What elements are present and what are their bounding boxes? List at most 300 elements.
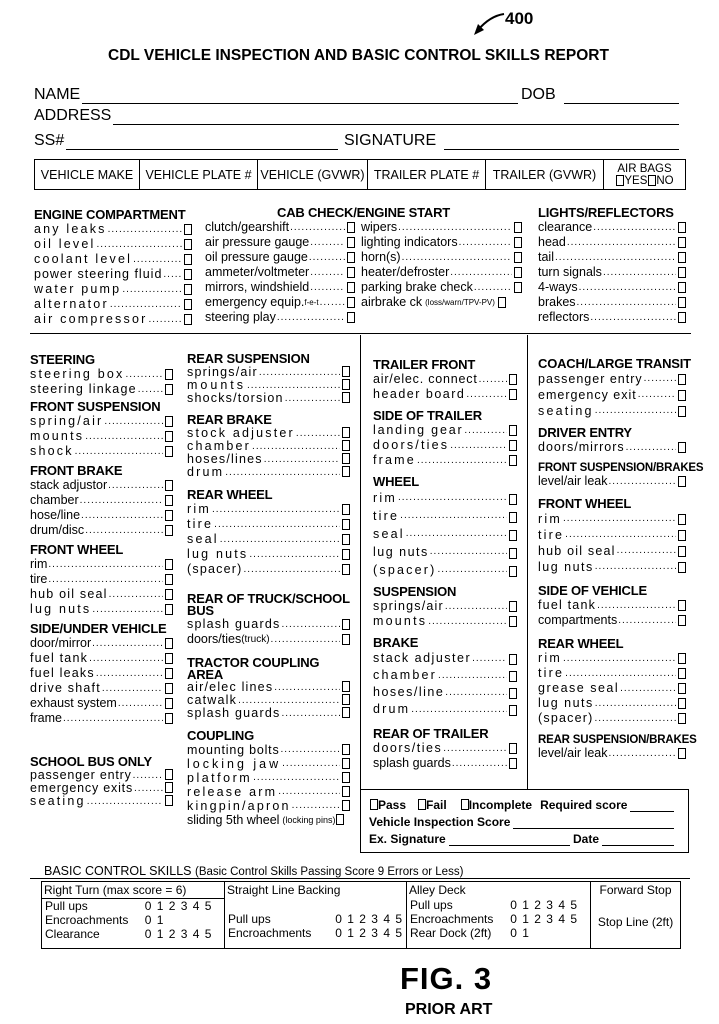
reference-arrow-icon xyxy=(470,8,510,38)
column-d xyxy=(538,356,704,761)
ex-signature-label: Ex. Signature xyxy=(369,832,446,846)
date-field[interactable] xyxy=(602,833,674,846)
checklist-item: clearance ..... xyxy=(538,220,686,235)
checkbox[interactable] xyxy=(678,267,686,278)
checklist-item: frame ..... xyxy=(373,453,517,468)
checkbox[interactable] xyxy=(342,427,350,438)
checkbox[interactable] xyxy=(342,440,350,451)
checkbox[interactable] xyxy=(678,562,686,573)
checklist-item: air/elec. connect ..... xyxy=(373,372,517,387)
checklist-item: level/air leak ..... xyxy=(538,746,686,761)
checklist-item: hub oil seal ..... xyxy=(30,587,173,602)
checklist-item: air/elec lines ..... xyxy=(187,681,350,694)
right-turn-header: Right Turn (max score = 6) xyxy=(42,882,224,899)
checklist-item: rim ..... xyxy=(373,489,517,507)
checklist-item: splash guards ..... xyxy=(373,756,517,771)
forward-stop-header: Forward Stop xyxy=(599,883,672,897)
checkbox[interactable] xyxy=(342,549,350,560)
column-divider xyxy=(527,335,528,790)
checkbox[interactable] xyxy=(509,671,517,682)
checkbox[interactable] xyxy=(165,525,173,536)
score-scale[interactable]: 0 1 2 3 4 5 xyxy=(510,898,578,912)
checklist-item: tire ..... xyxy=(373,507,517,525)
checklist-item: chamber ..... xyxy=(373,667,517,684)
checkbox[interactable] xyxy=(342,619,350,630)
checkbox[interactable] xyxy=(165,782,173,793)
checkbox[interactable] xyxy=(184,299,192,310)
checkbox[interactable] xyxy=(347,297,355,308)
section-header: STEERING xyxy=(30,352,95,367)
section-header: SUSPENSION xyxy=(373,584,457,599)
checklist-item: steering linkage ..... xyxy=(30,382,173,397)
bcs-title: BASIC CONTROL SKILLS xyxy=(44,864,192,878)
section-header-cont: BUS xyxy=(187,603,214,618)
checklist-item: chamber ..... xyxy=(30,493,173,508)
checklist-item: mounts ..... xyxy=(30,429,173,444)
checkbox[interactable] xyxy=(184,239,192,250)
air-bags-options xyxy=(615,175,673,187)
checkbox[interactable] xyxy=(678,668,686,679)
column-c xyxy=(373,357,517,771)
engine-header: ENGINE COMPARTMENT xyxy=(34,207,186,222)
air-bags-no-checkbox[interactable] xyxy=(648,175,656,186)
checkbox[interactable] xyxy=(165,431,173,442)
checkbox[interactable] xyxy=(347,237,355,248)
checkbox[interactable] xyxy=(509,440,517,451)
lights-header: LIGHTS/REFLECTORS xyxy=(538,205,674,220)
checkbox[interactable] xyxy=(165,510,173,521)
section-header-cont: AREA xyxy=(187,667,224,682)
checkbox[interactable] xyxy=(347,282,355,293)
section-header: TRACTOR COUPLING xyxy=(187,655,320,670)
checkbox[interactable] xyxy=(678,406,686,417)
checklist-item: (spacer) ..... xyxy=(538,711,686,726)
score-scale[interactable]: 0 1 xyxy=(510,926,530,940)
checklist-item: airbrake ck (loss/warn/TPV-PV) xyxy=(361,295,522,310)
checklist-item: springs/air ..... xyxy=(187,366,350,379)
checkbox[interactable] xyxy=(165,713,173,724)
incomplete-label: Incomplete xyxy=(468,798,533,812)
checklist-item: mirrors, windshield ..... xyxy=(205,280,355,295)
checklist-item: ammeter/voltmeter ..... xyxy=(205,265,355,280)
checklist-item: door/mirror ..... xyxy=(30,636,173,651)
checkbox[interactable] xyxy=(678,600,686,611)
checklist-item: splash guards ..... xyxy=(187,617,350,632)
checkbox[interactable] xyxy=(165,589,173,600)
checkbox[interactable] xyxy=(342,800,350,811)
engine-list xyxy=(34,222,192,327)
forward-stop-cell xyxy=(591,882,680,948)
checklist-item: passenger entry ..... xyxy=(538,371,686,387)
checkbox[interactable] xyxy=(165,416,173,427)
checkbox[interactable] xyxy=(678,748,686,759)
section-header: REAR SUSPENSION xyxy=(187,351,310,366)
score-scale[interactable]: 0 1 2 3 4 5 xyxy=(144,899,213,913)
checklist-item: landing gear ..... xyxy=(373,423,517,438)
alley-deck-cell xyxy=(407,882,591,948)
checkbox[interactable] xyxy=(514,252,522,263)
checkbox[interactable] xyxy=(678,530,686,541)
signature-field[interactable] xyxy=(344,132,679,150)
bcs-table xyxy=(41,881,681,949)
right-turn-rows xyxy=(42,899,224,941)
section-header: COACH/LARGE TRANSIT xyxy=(538,356,691,371)
trailer-gvwr-cell[interactable]: TRAILER (GVWR) xyxy=(486,160,604,189)
checkbox[interactable] xyxy=(347,267,355,278)
checklist-item: doors/ties ..... xyxy=(373,741,517,756)
checklist-item: fuel tank ..... xyxy=(538,598,686,613)
checkbox[interactable] xyxy=(165,480,173,491)
checklist-item: seal ..... xyxy=(187,532,350,547)
section-header: SIDE OF TRAILER xyxy=(373,408,482,423)
column-a xyxy=(30,352,173,808)
checkbox[interactable] xyxy=(509,494,517,505)
checklist-item: any leaks ..... xyxy=(34,222,192,237)
checklist-item: shocks/torsion ..... xyxy=(187,392,350,405)
section-header: SIDE/UNDER VEHICLE xyxy=(30,621,167,636)
checkbox[interactable] xyxy=(514,222,522,233)
checkbox[interactable] xyxy=(509,705,517,716)
checkbox[interactable] xyxy=(184,284,192,295)
dob-label: DOB xyxy=(521,86,556,103)
checkbox[interactable] xyxy=(342,707,350,718)
checklist-item: stack adjustor ..... xyxy=(30,478,173,493)
checklist-item: steering box ..... xyxy=(30,367,173,382)
checklist-item: passenger entry ..... xyxy=(30,769,173,782)
checklist-item: exhaust system ..... xyxy=(30,696,173,711)
checklist-item: rim ..... xyxy=(187,502,350,517)
figure-caption: PRIOR ART xyxy=(405,1001,493,1018)
checkbox[interactable] xyxy=(678,237,686,248)
checklist-item: turn signals ..... xyxy=(538,265,686,280)
checkbox[interactable] xyxy=(509,601,517,612)
score-scale[interactable]: 0 1 xyxy=(144,913,165,927)
checklist-item: seating ..... xyxy=(538,403,686,419)
score-scale[interactable]: 0 1 2 3 4 5 xyxy=(335,912,403,926)
checklist-item: (spacer) ..... xyxy=(187,562,350,577)
checklist-item: rim ..... xyxy=(538,511,686,527)
vehicle-gvwr-cell[interactable]: VEHICLE (GVWR) xyxy=(258,160,368,189)
checkbox[interactable] xyxy=(342,504,350,515)
name-field[interactable] xyxy=(34,86,518,104)
checklist-item: locking jaw ..... xyxy=(187,757,350,771)
checklist-item: doors/ties ..... xyxy=(373,438,517,453)
checklist-item: lug nuts ..... xyxy=(373,543,517,561)
air-bags-yes-label: YES xyxy=(624,174,648,187)
section-header: DRIVER ENTRY xyxy=(538,425,632,440)
score-row: Pull ups 0 1 2 3 4 5 xyxy=(407,898,590,912)
checklist-item: brakes ..... xyxy=(538,295,686,310)
checklist-item: clutch/gearshift ..... xyxy=(205,220,355,235)
checklist-item: shock ..... xyxy=(30,444,173,459)
air-bags-no-label: NO xyxy=(656,174,674,187)
checklist-item: emergency exits ..... xyxy=(30,782,173,795)
checkbox[interactable] xyxy=(509,374,517,385)
checkbox[interactable] xyxy=(342,634,350,645)
score-scale[interactable]: 0 1 2 3 4 5 xyxy=(144,927,213,941)
checklist-item: tire ..... xyxy=(538,527,686,543)
straight-line-rows xyxy=(225,912,406,940)
checklist-item: air pressure gauge ..... xyxy=(205,235,355,250)
section-header: REAR WHEEL xyxy=(187,487,273,502)
trailer-plate-cell[interactable]: TRAILER PLATE # xyxy=(368,160,486,189)
checkbox[interactable] xyxy=(184,224,192,235)
checkbox[interactable] xyxy=(342,694,350,705)
stop-line-label[interactable]: Stop Line (2ft) xyxy=(597,915,674,929)
vehicle-plate-cell[interactable]: VEHICLE PLATE # xyxy=(140,160,258,189)
checkbox[interactable] xyxy=(342,392,350,403)
checkbox[interactable] xyxy=(342,366,350,377)
checkbox[interactable] xyxy=(509,425,517,436)
checklist-item: stack adjuster ..... xyxy=(373,650,517,667)
checkbox[interactable] xyxy=(509,743,517,754)
vehicle-info-box xyxy=(34,159,686,190)
checkbox[interactable] xyxy=(347,252,355,263)
checkbox[interactable] xyxy=(678,442,686,453)
checkbox[interactable] xyxy=(678,683,686,694)
checklist-item: rim ..... xyxy=(538,651,686,666)
checklist-item: alternator ..... xyxy=(34,297,192,312)
section-header: SCHOOL BUS ONLY xyxy=(30,754,152,769)
checklist-item: mounts ..... xyxy=(373,614,517,629)
checkbox[interactable] xyxy=(342,772,350,783)
checkbox[interactable] xyxy=(165,446,173,457)
checkbox[interactable] xyxy=(514,282,522,293)
checklist-item: splash guards ..... xyxy=(187,707,350,720)
checklist-item: lug nuts ..... xyxy=(538,696,686,711)
checkbox[interactable] xyxy=(678,546,686,557)
address-label: ADDRESS xyxy=(34,107,112,124)
checkbox[interactable] xyxy=(678,222,686,233)
checklist-item: lug nuts ..... xyxy=(30,602,173,617)
cab-header: CAB CHECK/ENGINE START xyxy=(277,205,451,220)
checkbox[interactable] xyxy=(342,758,350,769)
date-label: Date xyxy=(572,832,599,846)
checkbox[interactable] xyxy=(509,654,517,665)
checkbox[interactable] xyxy=(509,389,517,400)
incomplete-checkbox[interactable] xyxy=(461,799,469,810)
checkbox[interactable] xyxy=(165,698,173,709)
checklist-item: drum/disc ..... xyxy=(30,523,173,538)
checklist-item: parking brake check ..... xyxy=(361,280,522,295)
required-score-field[interactable] xyxy=(630,799,674,812)
checklist-item: grease seal ..... xyxy=(538,681,686,696)
checklist-item: frame ..... xyxy=(30,711,173,726)
checklist-item: stock adjuster ..... xyxy=(187,427,350,440)
checklist-item: oil pressure gauge ..... xyxy=(205,250,355,265)
checkbox[interactable] xyxy=(509,688,517,699)
checklist-item: header board ..... xyxy=(373,387,517,402)
checkbox[interactable] xyxy=(678,514,686,525)
section-header: BRAKE xyxy=(373,635,419,650)
checklist-item: fuel leaks ..... xyxy=(30,666,173,681)
checkbox[interactable] xyxy=(678,653,686,664)
ex-signature-field[interactable] xyxy=(449,833,570,846)
checkbox[interactable] xyxy=(342,564,350,575)
checklist-item: rim ..... xyxy=(30,557,173,572)
checkbox[interactable] xyxy=(342,379,350,390)
score-row: Pull ups 0 1 2 3 4 5 xyxy=(225,912,406,926)
checklist-item: horn(s) ..... xyxy=(361,250,522,265)
section-header: REAR OF TRAILER xyxy=(373,726,489,741)
checklist-item: chamber ..... xyxy=(187,440,350,453)
checklist-item: fuel tank ..... xyxy=(30,651,173,666)
checklist-item: wipers ..... xyxy=(361,220,522,235)
ss-field[interactable] xyxy=(34,132,338,150)
checkbox[interactable] xyxy=(509,512,517,523)
checkbox[interactable] xyxy=(514,237,522,248)
checkbox[interactable] xyxy=(165,604,173,615)
checklist-item: lug nuts ..... xyxy=(538,559,686,575)
score-scale[interactable]: 0 1 2 3 4 5 xyxy=(335,926,403,940)
checkbox[interactable] xyxy=(165,683,173,694)
checklist-item: heater/defroster ..... xyxy=(361,265,522,280)
cab-list-2 xyxy=(361,220,522,310)
bcs-subtitle: (Basic Control Skills Passing Score 9 Errors or Less) xyxy=(194,866,464,878)
checklist-item: water pump ..... xyxy=(34,282,192,297)
score-row: Rear Dock (2ft) 0 1 xyxy=(407,926,590,940)
checkbox[interactable] xyxy=(678,476,686,487)
checklist-item: tire ..... xyxy=(187,517,350,532)
checklist-item: (spacer) ..... xyxy=(373,561,517,579)
checkbox[interactable] xyxy=(165,795,173,806)
air-bags-yes-checkbox[interactable] xyxy=(616,175,624,186)
checkbox[interactable] xyxy=(514,267,522,278)
checklist-item: drum ..... xyxy=(187,466,350,479)
checkbox[interactable] xyxy=(184,314,192,325)
address-field[interactable] xyxy=(34,107,679,125)
checkbox[interactable] xyxy=(678,698,686,709)
checklist-item: hose/line ..... xyxy=(30,508,173,523)
checkbox[interactable] xyxy=(347,222,355,233)
checkbox[interactable] xyxy=(165,769,173,780)
score-scale[interactable]: 0 1 2 3 4 5 xyxy=(510,912,578,926)
checkbox[interactable] xyxy=(342,681,350,692)
checkbox[interactable] xyxy=(342,466,350,477)
checklist-item: seal ..... xyxy=(373,525,517,543)
checkbox[interactable] xyxy=(509,616,517,627)
checkbox[interactable] xyxy=(678,713,686,724)
section-header: COUPLING xyxy=(187,728,255,743)
checkbox[interactable] xyxy=(498,297,506,308)
section-header: WHEEL xyxy=(373,474,419,489)
figure-label: FIG. 3 xyxy=(400,961,493,996)
checkbox[interactable] xyxy=(184,269,192,280)
column-divider xyxy=(360,335,361,790)
checkbox[interactable] xyxy=(165,638,173,649)
checkbox[interactable] xyxy=(678,390,686,401)
checkbox[interactable] xyxy=(336,814,344,825)
checkbox[interactable] xyxy=(509,548,517,559)
vehicle-make-cell[interactable]: VEHICLE MAKE xyxy=(35,160,140,189)
required-score-label: Required score xyxy=(540,798,628,812)
checkbox[interactable] xyxy=(342,786,350,797)
section-header: TRAILER FRONT xyxy=(373,357,476,372)
checklist-item: drive shaft ..... xyxy=(30,681,173,696)
pass-checkbox[interactable] xyxy=(370,799,378,810)
column-b xyxy=(187,351,350,827)
fail-checkbox[interactable] xyxy=(418,799,426,810)
score-row: Encroachments 0 1 2 3 4 5 xyxy=(407,912,590,926)
checkbox[interactable] xyxy=(509,530,517,541)
checkbox[interactable] xyxy=(509,455,517,466)
straight-line-cell xyxy=(225,882,407,948)
alley-deck-rows xyxy=(407,898,590,940)
checklist-item: spring/air ..... xyxy=(30,414,173,429)
section-header: REAR BRAKE xyxy=(187,412,272,427)
checklist-item: mounting bolts ..... xyxy=(187,743,350,757)
checklist-item: catwalk ..... xyxy=(187,694,350,707)
checkbox[interactable] xyxy=(678,312,686,323)
checklist-item: seating ..... xyxy=(30,795,173,808)
reference-number: 400 xyxy=(505,9,534,28)
score-row: Encroachments 0 1 2 3 4 5 xyxy=(225,926,406,940)
section-header: REAR WHEEL xyxy=(538,636,624,651)
score-row: Encroachments 0 1 xyxy=(42,913,224,927)
checkbox[interactable] xyxy=(165,574,173,585)
checkbox[interactable] xyxy=(165,495,173,506)
signature-label: SIGNATURE xyxy=(344,132,437,149)
score-row: Clearance 0 1 2 3 4 5 xyxy=(42,927,224,941)
checkbox[interactable] xyxy=(678,252,686,263)
checkbox[interactable] xyxy=(165,653,173,664)
checkbox[interactable] xyxy=(342,453,350,464)
vehicle-score-label: Vehicle Inspection Score xyxy=(369,815,511,829)
checklist-item: air compressor ..... xyxy=(34,312,192,327)
air-bags-cell xyxy=(604,160,685,189)
section-header: FRONT BRAKE xyxy=(30,463,123,478)
checkbox[interactable] xyxy=(184,254,192,265)
section-header: SIDE OF VEHICLE xyxy=(538,583,647,598)
checklist-item: springs/air ..... xyxy=(373,599,517,614)
checkbox[interactable] xyxy=(165,384,173,395)
checkbox[interactable] xyxy=(678,615,686,626)
checklist-item: hub oil seal ..... xyxy=(538,543,686,559)
checklist-item: doors/mirrors ..... xyxy=(538,440,686,455)
ss-label: SS# xyxy=(34,132,65,149)
score-row: Pull ups 0 1 2 3 4 5 xyxy=(42,899,224,913)
form-title: CDL VEHICLE INSPECTION AND BASIC CONTROL SKILLS REPORT xyxy=(108,47,609,64)
straight-line-header: Straight Line Backing xyxy=(227,883,341,897)
checklist-item: reflectors ..... xyxy=(538,310,686,325)
checklist-item: doors/ties (truck) ..... xyxy=(187,632,350,647)
bcs-rule xyxy=(30,878,690,879)
checklist-item: hoses/line ..... xyxy=(373,684,517,701)
checkbox[interactable] xyxy=(165,559,173,570)
section-header: REAR OF TRUCK/SCHOOL xyxy=(187,591,350,606)
checkbox[interactable] xyxy=(347,312,355,323)
checklist-item: tire ..... xyxy=(30,572,173,587)
checklist-item: sliding 5th wheel (locking pins) xyxy=(187,813,350,827)
checkbox[interactable] xyxy=(342,744,350,755)
cab-list-1 xyxy=(205,220,355,325)
checkbox[interactable] xyxy=(509,758,517,769)
dob-field[interactable] xyxy=(521,86,679,104)
checkbox[interactable] xyxy=(342,519,350,530)
checkbox[interactable] xyxy=(678,282,686,293)
checkbox[interactable] xyxy=(165,369,173,380)
checkbox[interactable] xyxy=(342,534,350,545)
checkbox[interactable] xyxy=(509,566,517,577)
checkbox[interactable] xyxy=(678,374,686,385)
checkbox[interactable] xyxy=(165,668,173,679)
checklist-item: emergency equip. f-e-t ..... xyxy=(205,295,355,310)
section-header: FRONT SUSPENSION/BRAKES xyxy=(538,462,704,474)
vehicle-score-field[interactable] xyxy=(513,816,674,829)
checklist-item: 4-ways ..... xyxy=(538,280,686,295)
bcs-title-line xyxy=(44,864,463,878)
checkbox[interactable] xyxy=(678,297,686,308)
